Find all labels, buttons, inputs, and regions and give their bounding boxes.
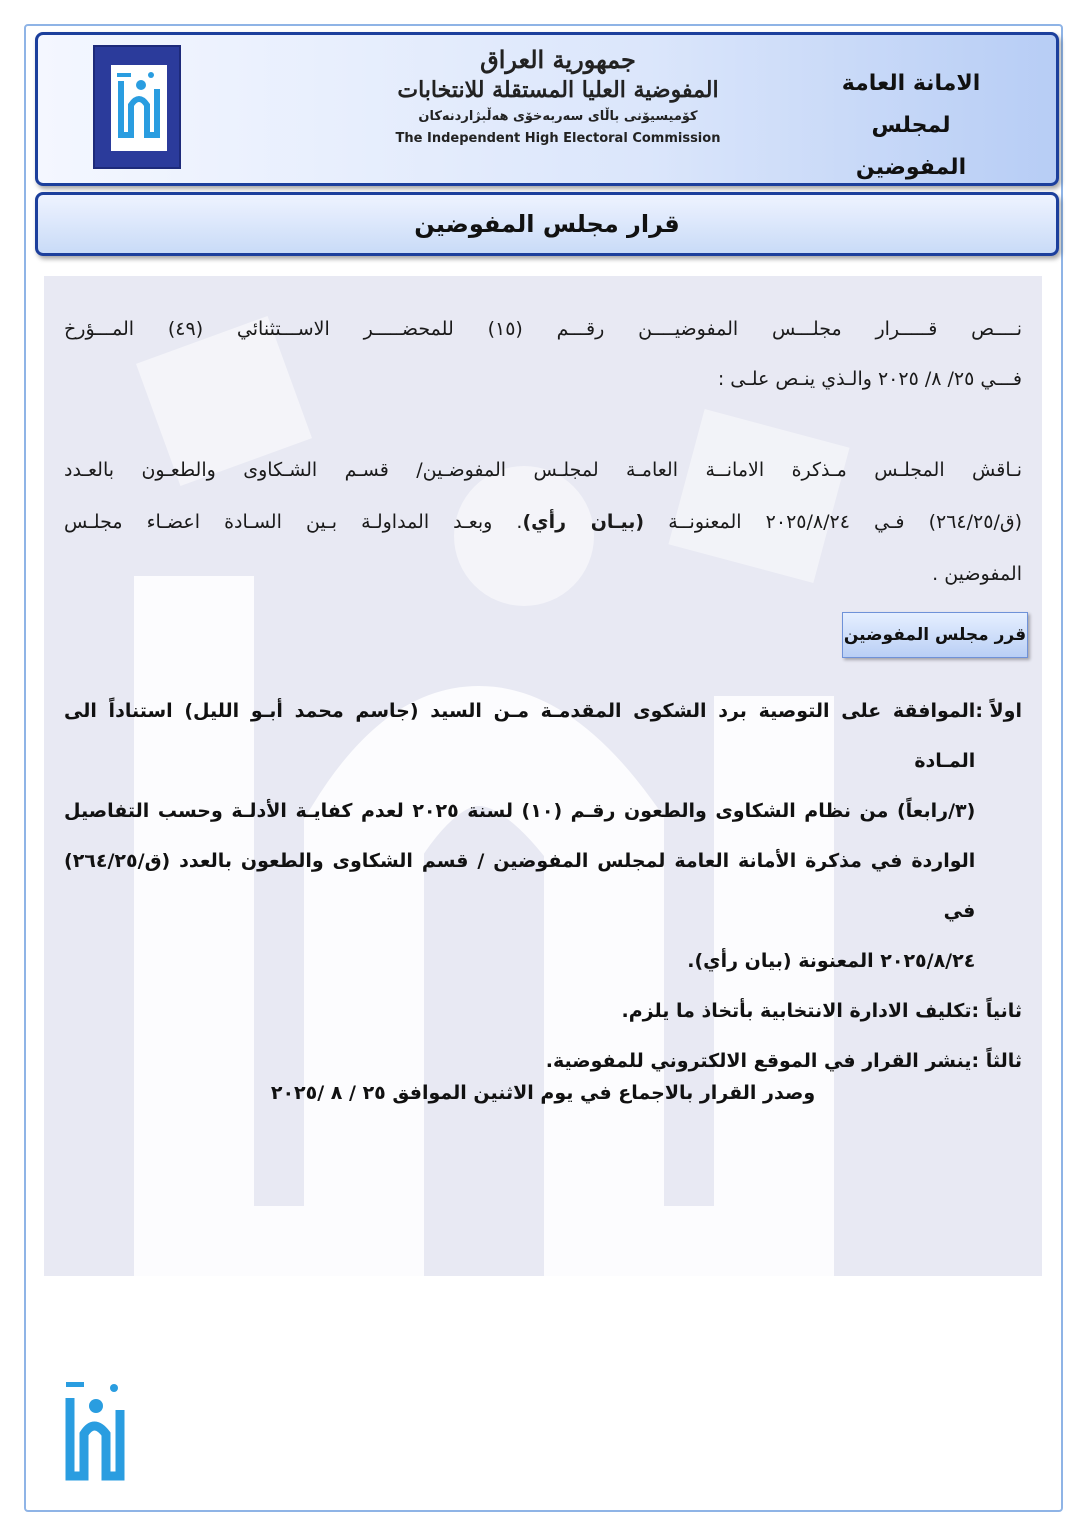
decision-item-2 (64, 986, 1022, 1036)
document-body (44, 276, 1042, 1276)
commission-ar-line2: المفوضية العليا المستقلة للانتخابات (397, 77, 719, 103)
section-line1: الامانة العامة (841, 71, 981, 96)
intro-line1: نــــص قـــــرار مجلـــس المفوضيــــن رقـــم (١٥) للمحضـــــر الاســـتثنائي (٤٩) المـــؤرخ (64, 318, 1022, 340)
final-statement: وصدر القرار بالاجماع في يوم الاثنين الموافق ٢٥ / ٨ /٢٠٢٥ (270, 1082, 816, 1104)
letterhead (35, 32, 1059, 186)
item-label: ثانياً : (971, 1000, 1022, 1022)
item-line: الواردة في مذكرة الأمانة العامة لمجلس المفوضين / قسم الشكاوى والطعون بالعدد (ق/٢٦٤/٢٥) في (64, 850, 976, 922)
commission-logo (93, 45, 181, 169)
discussion-paragraph (64, 444, 1022, 600)
decision-items (64, 686, 1022, 1086)
discussion-line2-bold: (بيـان رأي) (522, 511, 645, 533)
commission-english: The Independent High Electoral Commission (395, 131, 721, 146)
item-label: اولاً : (975, 700, 1022, 722)
discussion-line2 (64, 496, 1022, 548)
item-line: (٣/رابعاً) من نظام الشكاوى والطعون رقـم (١٠) لسنة ٢٠٢٥ لعدم كفايـة الأدلـة وحسب التفاصيل (64, 800, 976, 822)
discussion-line3: المفوضين . (932, 563, 1022, 585)
item-label: ثالثاً : (971, 1050, 1022, 1072)
footer-logo-icon (56, 1376, 132, 1490)
intro-line2: فـــي ٢٥/ ٨/ ٢٠٢٥ والـذي ينـص علـى : (717, 368, 1022, 390)
decision-item-3 (64, 1036, 1022, 1086)
discussion-line2-b: . وبعـد المداولـة بـين السـادة اعضـاء مجلـس (64, 511, 523, 533)
item-line: الموافقة على التوصية برد الشكوى المقدمـة مـن السيد (جاسم محمد أبـو الليل) استناداً الى المـادة (64, 700, 976, 772)
item-line: تكليف الادارة الانتخابية بأتخاذ ما يلزم. (621, 1000, 972, 1022)
decision-item-1 (64, 686, 1022, 986)
intro-paragraph (64, 304, 1022, 404)
item-line: ٢٠٢٥/٨/٢٤ المعنونة (بيان رأي). (687, 950, 976, 972)
discussion-line2-a: (ق/٢٦٤/٢٥) فـي ٢٠٢٥/٨/٢٤ المعنونــة (644, 511, 1022, 533)
section-line2: لمجلس المفوضين (855, 113, 967, 180)
commission-name (358, 45, 758, 149)
commission-kurdish: كۆمیسیۆنی باڵای سەربەخۆی هەڵبژاردنەکان (418, 109, 698, 124)
decided-label: قرر مجلس المفوضين (842, 612, 1028, 658)
discussion-line1: نـاقش المجلـس مـذكرة الامانــة العامـة لمجلـس المفوضـين/ قسـم الشـكاوى والطعـون بالعـدد (64, 459, 1022, 481)
item-line: ينشر القرار في الموقع الالكتروني للمفوضية. (545, 1050, 972, 1072)
logo-emblem-icon (111, 65, 167, 151)
section-title (816, 63, 1006, 189)
document-title: قرار مجلس المفوضين (35, 192, 1059, 256)
commission-ar-line1: جمهورية العراق (480, 45, 636, 74)
